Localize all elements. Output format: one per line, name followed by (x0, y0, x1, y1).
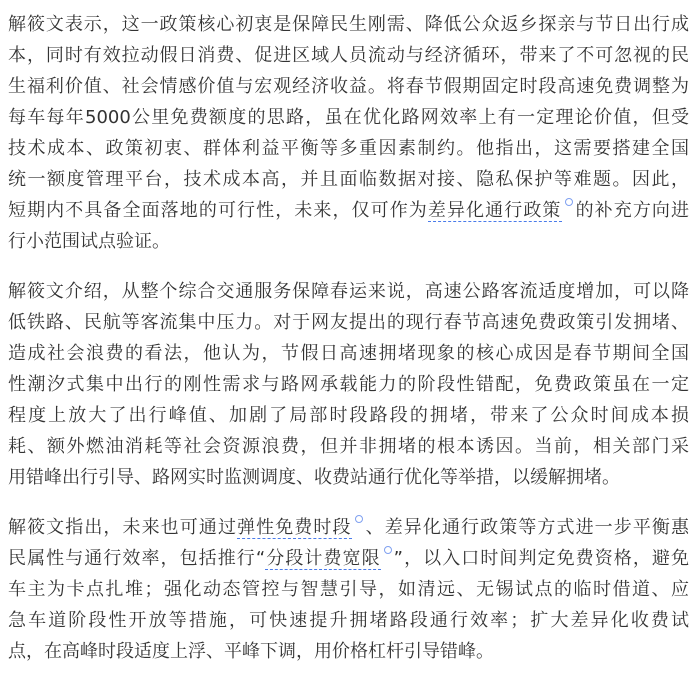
text-line (8, 462, 689, 493)
text-segment: 生福利价值、社会情感价值与宏观经济收益。将春节假期固定时段高速免费调整为 (8, 76, 689, 97)
text-segment: 的补充方向进 (574, 200, 690, 221)
text-line (8, 512, 689, 543)
text-segment: 本，同时有效拉动假日消费、促进区域人员流动与经济循环，带来了不可忽视的民 (8, 45, 689, 66)
text-line (8, 307, 689, 338)
text-line (8, 9, 689, 40)
text-segment: 车主为卡点扎堆；强化动态管控与智慧引导，如清远、无锡试点的临时借道、应 (8, 579, 689, 600)
article-paragraph (8, 512, 689, 667)
text-line (8, 543, 689, 574)
text-segment: 用错峰出行引导、路网实时监测调度、收费站通行优化等举措，以缓解拥堵。 (8, 467, 620, 488)
text-segment: 统一额度管理平台，技术成本高，并且面临数据对接、隐私保护等难题。因此， (8, 169, 689, 190)
text-segment: 解筱文指出，未来也可通过 (8, 517, 238, 538)
term-marker-icon[interactable] (565, 198, 573, 206)
text-line (8, 636, 689, 667)
text-segment: 急车道阶段性开放等措施，可快速提升拥堵路段通行效率；扩大差异化收费试 (8, 610, 689, 631)
text-line (8, 102, 689, 133)
text-segment: 耗、额外燃油消耗等社会资源浪费，但并非拥堵的根本诱因。当前，相关部门采 (8, 436, 689, 457)
text-line (8, 574, 689, 605)
term-link[interactable]: 差异化通行政策 (427, 200, 562, 221)
text-line (8, 400, 689, 431)
text-line (8, 40, 689, 71)
text-segment: 解筱文表示，这一政策核心初衷是保障民生刚需、降低公众返乡探亲与节日出行成 (8, 14, 689, 35)
text-line (8, 226, 689, 257)
text-segment: 、差异化通行政策等方式进一步平衡惠 (364, 517, 690, 538)
text-segment: 技术成本、政策初衷、群体利益平衡等多重因素制约。他指出，这需要搭建全国 (8, 138, 689, 159)
term-link[interactable]: 弹性免费时段 (237, 517, 352, 538)
text-line (8, 133, 689, 164)
text-line (8, 276, 689, 307)
text-line (8, 164, 689, 195)
text-segment: 造成社会浪费的看法，他认为，节假日高速拥堵现象的核心成因是春节期间全国 (8, 343, 689, 364)
text-segment: 每车每年5000公里免费额度的思路，虽在优化路网效率上有一定理论价值，但受 (8, 107, 689, 128)
text-segment: ”，以入口时间判定免费资格，避免 (393, 548, 690, 569)
article-paragraph (8, 276, 689, 493)
text-segment: 短期内不具备全面落地的可行性，未来，仅可作为 (8, 200, 428, 221)
text-line (8, 71, 689, 102)
article-paragraph (8, 9, 689, 257)
text-segment: 解筱文介绍，从整个综合交通服务保障春运来说，高速公路客流适度增加，可以降 (8, 281, 689, 302)
text-segment: 低铁路、民航等客流集中压力。对于网友提出的现行春节高速免费政策引发拥堵、 (8, 312, 689, 333)
text-line (8, 605, 689, 636)
text-segment: 民属性与通行效率，包括推行“ (8, 548, 266, 569)
text-segment: 点，在高峰时段适度上浮、平峰下调，用价格杠杆引导错峰。 (8, 641, 494, 662)
text-segment: 性潮汐式集中出行的刚性需求与路网承载能力的阶段性错配，免费政策虽在一定 (8, 374, 689, 395)
term-marker-icon[interactable] (384, 546, 392, 554)
text-segment: 行小范围试点验证。 (8, 231, 170, 252)
text-segment: 程度上放大了出行峰值、加剧了局部时段路段的拥堵，带来了公众时间成本损 (8, 405, 689, 426)
text-line (8, 431, 689, 462)
text-line (8, 195, 689, 226)
text-line (8, 369, 689, 400)
text-line (8, 338, 689, 369)
term-marker-icon[interactable] (355, 515, 363, 523)
term-link[interactable]: 分段计费宽限 (265, 548, 381, 569)
